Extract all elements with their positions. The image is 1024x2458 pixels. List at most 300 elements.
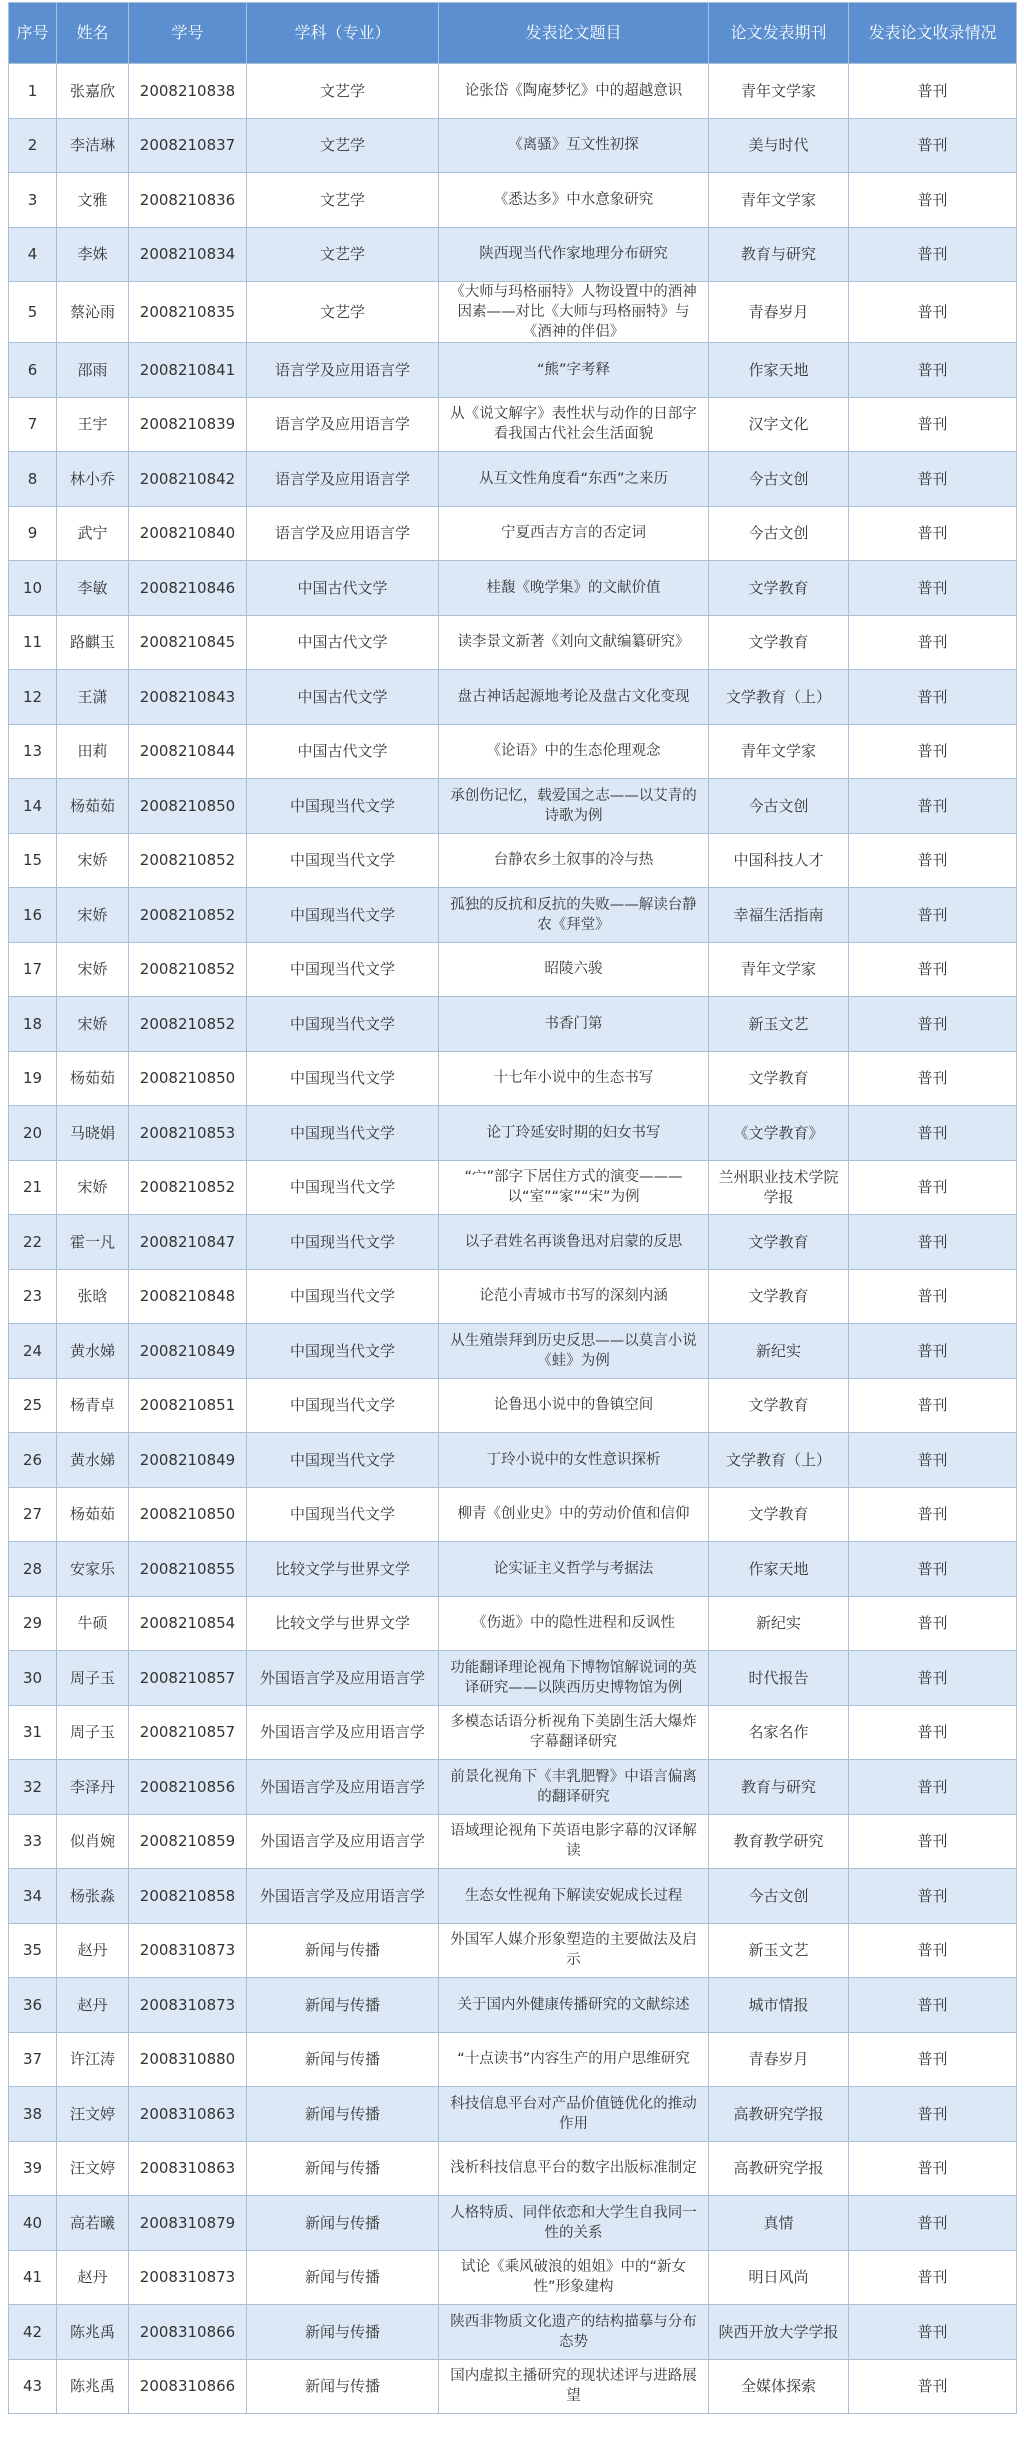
cell-student-id: 2008310863 xyxy=(129,2087,247,2142)
cell-major: 中国现当代文学 xyxy=(247,997,439,1052)
cell-name: 宋娇 xyxy=(57,833,129,888)
cell-major: 新闻与传播 xyxy=(247,2032,439,2087)
cell-index: 34 xyxy=(9,1869,57,1924)
cell-journal: 文学教育 xyxy=(709,1269,849,1324)
cell-student-id: 2008210849 xyxy=(129,1433,247,1488)
cell-major: 语言学及应用语言学 xyxy=(247,506,439,561)
cell-journal: 全媒体探索 xyxy=(709,2359,849,2414)
cell-index: 7 xyxy=(9,397,57,452)
cell-journal: 今古文创 xyxy=(709,779,849,834)
cell-paper-title: 从《说文解字》表性状与动作的日部字看我国古代社会生活面貌 xyxy=(439,397,709,452)
cell-name: 张嘉欣 xyxy=(57,64,129,119)
cell-paper-title: 国内虚拟主播研究的现状述评与进路展望 xyxy=(439,2359,709,2414)
cell-paper-title: 论鲁迅小说中的鲁镇空间 xyxy=(439,1378,709,1433)
cell-paper-title: 科技信息平台对产品价值链优化的推动作用 xyxy=(439,2087,709,2142)
cell-journal: 新纪实 xyxy=(709,1596,849,1651)
cell-student-id: 2008210839 xyxy=(129,397,247,452)
cell-major: 中国古代文学 xyxy=(247,615,439,670)
cell-paper-title: 孤独的反抗和反抗的失败——解读台静农《拜堂》 xyxy=(439,888,709,943)
cell-journal: 青年文学家 xyxy=(709,64,849,119)
cell-name: 李洁琳 xyxy=(57,118,129,173)
cell-indexing: 普刊 xyxy=(849,2305,1017,2360)
cell-indexing: 普刊 xyxy=(849,833,1017,888)
cell-journal: 文学教育 xyxy=(709,1378,849,1433)
cell-major: 中国古代文学 xyxy=(247,561,439,616)
cell-journal: 今古文创 xyxy=(709,1869,849,1924)
cell-name: 安家乐 xyxy=(57,1542,129,1597)
cell-major: 新闻与传播 xyxy=(247,2305,439,2360)
cell-paper-title: 陕西现当代作家地理分布研究 xyxy=(439,227,709,282)
cell-student-id: 2008210841 xyxy=(129,343,247,398)
cell-index: 10 xyxy=(9,561,57,616)
cell-name: 宋娇 xyxy=(57,1160,129,1215)
cell-student-id: 2008210855 xyxy=(129,1542,247,1597)
table-body xyxy=(9,64,1017,2414)
cell-index: 14 xyxy=(9,779,57,834)
cell-student-id: 2008310873 xyxy=(129,1978,247,2033)
cell-student-id: 2008210838 xyxy=(129,64,247,119)
cell-major: 中国现当代文学 xyxy=(247,1487,439,1542)
cell-name: 赵丹 xyxy=(57,1923,129,1978)
cell-major: 新闻与传播 xyxy=(247,2141,439,2196)
header-row xyxy=(9,3,1017,64)
cell-indexing: 普刊 xyxy=(849,1106,1017,1161)
table-row xyxy=(9,1596,1017,1651)
cell-indexing: 普刊 xyxy=(849,452,1017,507)
cell-indexing: 普刊 xyxy=(849,888,1017,943)
cell-index: 2 xyxy=(9,118,57,173)
table-row xyxy=(9,1651,1017,1706)
table-row xyxy=(9,282,1017,343)
cell-major: 中国现当代文学 xyxy=(247,1160,439,1215)
cell-student-id: 2008210850 xyxy=(129,1051,247,1106)
cell-indexing: 普刊 xyxy=(849,1814,1017,1869)
header-paper-title: 发表论文题目 xyxy=(439,3,709,64)
cell-paper-title: “十点读书”内容生产的用户思维研究 xyxy=(439,2032,709,2087)
table-row xyxy=(9,888,1017,943)
cell-indexing: 普刊 xyxy=(849,227,1017,282)
table-row xyxy=(9,227,1017,282)
header-name: 姓名 xyxy=(57,3,129,64)
table-row xyxy=(9,2087,1017,2142)
cell-name: 高若曦 xyxy=(57,2196,129,2251)
cell-major: 语言学及应用语言学 xyxy=(247,452,439,507)
cell-name: 霍一凡 xyxy=(57,1215,129,1270)
cell-index: 36 xyxy=(9,1978,57,2033)
cell-major: 外国语言学及应用语言学 xyxy=(247,1651,439,1706)
cell-paper-title: 台静农乡土叙事的冷与热 xyxy=(439,833,709,888)
cell-index: 20 xyxy=(9,1106,57,1161)
cell-paper-title: 十七年小说中的生态书写 xyxy=(439,1051,709,1106)
cell-index: 35 xyxy=(9,1923,57,1978)
cell-paper-title: 昭陵六骏 xyxy=(439,942,709,997)
cell-student-id: 2008210856 xyxy=(129,1760,247,1815)
cell-name: 马晓娟 xyxy=(57,1106,129,1161)
cell-journal: 高教研究学报 xyxy=(709,2141,849,2196)
cell-indexing: 普刊 xyxy=(849,1487,1017,1542)
cell-paper-title: 外国军人媒介形象塑造的主要做法及启示 xyxy=(439,1923,709,1978)
table-header xyxy=(9,3,1017,64)
cell-journal: 高教研究学报 xyxy=(709,2087,849,2142)
header-journal: 论文发表期刊 xyxy=(709,3,849,64)
cell-student-id: 2008210846 xyxy=(129,561,247,616)
cell-indexing: 普刊 xyxy=(849,506,1017,561)
cell-major: 新闻与传播 xyxy=(247,1978,439,2033)
cell-index: 8 xyxy=(9,452,57,507)
cell-paper-title: 论丁玲延安时期的妇女书写 xyxy=(439,1106,709,1161)
cell-index: 33 xyxy=(9,1814,57,1869)
cell-indexing: 普刊 xyxy=(849,615,1017,670)
cell-index: 29 xyxy=(9,1596,57,1651)
table-row xyxy=(9,779,1017,834)
cell-indexing: 普刊 xyxy=(849,1433,1017,1488)
cell-student-id: 2008310866 xyxy=(129,2305,247,2360)
cell-major: 中国现当代文学 xyxy=(247,1051,439,1106)
cell-student-id: 2008210835 xyxy=(129,282,247,343)
cell-journal: 明日风尚 xyxy=(709,2250,849,2305)
cell-student-id: 2008210858 xyxy=(129,1869,247,1924)
cell-major: 文艺学 xyxy=(247,282,439,343)
cell-journal: 作家天地 xyxy=(709,343,849,398)
cell-major: 文艺学 xyxy=(247,173,439,228)
table-row xyxy=(9,397,1017,452)
cell-index: 18 xyxy=(9,997,57,1052)
cell-indexing: 普刊 xyxy=(849,2250,1017,2305)
cell-paper-title: 盘古神话起源地考论及盘古文化变现 xyxy=(439,670,709,725)
cell-journal: 中国科技人才 xyxy=(709,833,849,888)
cell-student-id: 2008210834 xyxy=(129,227,247,282)
cell-major: 外国语言学及应用语言学 xyxy=(247,1814,439,1869)
cell-paper-title: 陕西非物质文化遗产的结构描摹与分布态势 xyxy=(439,2305,709,2360)
table-row xyxy=(9,506,1017,561)
cell-major: 新闻与传播 xyxy=(247,1923,439,1978)
table-row xyxy=(9,2250,1017,2305)
cell-name: 杨茹茹 xyxy=(57,1487,129,1542)
cell-major: 外国语言学及应用语言学 xyxy=(247,1760,439,1815)
cell-index: 42 xyxy=(9,2305,57,2360)
cell-journal: 教育教学研究 xyxy=(709,1814,849,1869)
cell-journal: 陕西开放大学学报 xyxy=(709,2305,849,2360)
cell-paper-title: 功能翻译理论视角下博物馆解说词的英译研究——以陕西历史博物馆为例 xyxy=(439,1651,709,1706)
cell-student-id: 2008310873 xyxy=(129,1923,247,1978)
cell-major: 中国现当代文学 xyxy=(247,833,439,888)
cell-paper-title: 读李景文新著《刘向文献编纂研究》 xyxy=(439,615,709,670)
cell-student-id: 2008210845 xyxy=(129,615,247,670)
cell-student-id: 2008210840 xyxy=(129,506,247,561)
cell-paper-title: 浅析科技信息平台的数字出版标准制定 xyxy=(439,2141,709,2196)
cell-indexing: 普刊 xyxy=(849,779,1017,834)
cell-name: 赵丹 xyxy=(57,1978,129,2033)
table-row xyxy=(9,2141,1017,2196)
cell-paper-title: 多模态话语分析视角下美剧生活大爆炸字幕翻译研究 xyxy=(439,1705,709,1760)
cell-paper-title: 人格特质、同伴依恋和大学生自我同一性的关系 xyxy=(439,2196,709,2251)
cell-journal: 青年文学家 xyxy=(709,724,849,779)
cell-paper-title: 丁玲小说中的女性意识探析 xyxy=(439,1433,709,1488)
cell-student-id: 2008210844 xyxy=(129,724,247,779)
table-row xyxy=(9,1487,1017,1542)
cell-journal: 《文学教育》 xyxy=(709,1106,849,1161)
table-row xyxy=(9,1705,1017,1760)
cell-paper-title: 《论语》中的生态伦理观念 xyxy=(439,724,709,779)
cell-student-id: 2008210852 xyxy=(129,942,247,997)
cell-name: 许江涛 xyxy=(57,2032,129,2087)
cell-major: 中国古代文学 xyxy=(247,724,439,779)
table-row xyxy=(9,1923,1017,1978)
table-row xyxy=(9,173,1017,228)
cell-paper-title: 承创伤记忆，载爱国之志——以艾青的诗歌为例 xyxy=(439,779,709,834)
cell-indexing: 普刊 xyxy=(849,1596,1017,1651)
cell-journal: 文学教育 xyxy=(709,561,849,616)
cell-major: 中国现当代文学 xyxy=(247,942,439,997)
cell-index: 40 xyxy=(9,2196,57,2251)
cell-paper-title: 《伤逝》中的隐性进程和反讽性 xyxy=(439,1596,709,1651)
cell-name: 蔡沁雨 xyxy=(57,282,129,343)
cell-journal: 时代报告 xyxy=(709,1651,849,1706)
cell-index: 24 xyxy=(9,1324,57,1379)
cell-major: 外国语言学及应用语言学 xyxy=(247,1705,439,1760)
cell-index: 25 xyxy=(9,1378,57,1433)
cell-indexing: 普刊 xyxy=(849,1923,1017,1978)
cell-name: 张晗 xyxy=(57,1269,129,1324)
cell-paper-title: 关于国内外健康传播研究的文献综述 xyxy=(439,1978,709,2033)
cell-indexing: 普刊 xyxy=(849,724,1017,779)
cell-indexing: 普刊 xyxy=(849,397,1017,452)
publication-table xyxy=(8,2,1017,2414)
cell-student-id: 2008310873 xyxy=(129,2250,247,2305)
cell-name: 田莉 xyxy=(57,724,129,779)
cell-major: 中国现当代文学 xyxy=(247,888,439,943)
cell-student-id: 2008210852 xyxy=(129,997,247,1052)
cell-index: 12 xyxy=(9,670,57,725)
cell-student-id: 2008210848 xyxy=(129,1269,247,1324)
table-row xyxy=(9,1869,1017,1924)
table-row xyxy=(9,1433,1017,1488)
cell-indexing: 普刊 xyxy=(849,1760,1017,1815)
cell-indexing: 普刊 xyxy=(849,1542,1017,1597)
cell-paper-title: 宁夏西吉方言的否定词 xyxy=(439,506,709,561)
cell-name: 李姝 xyxy=(57,227,129,282)
cell-indexing: 普刊 xyxy=(849,1215,1017,1270)
cell-major: 中国古代文学 xyxy=(247,670,439,725)
cell-journal: 真情 xyxy=(709,2196,849,2251)
table-row xyxy=(9,343,1017,398)
cell-name: 杨青卓 xyxy=(57,1378,129,1433)
cell-major: 文艺学 xyxy=(247,64,439,119)
cell-indexing: 普刊 xyxy=(849,173,1017,228)
cell-index: 31 xyxy=(9,1705,57,1760)
cell-paper-title: 《离骚》互文性初探 xyxy=(439,118,709,173)
cell-paper-title: 从生殖崇拜到历史反思——以莫言小说《蛙》为例 xyxy=(439,1324,709,1379)
cell-name: 汪文婷 xyxy=(57,2087,129,2142)
header-student-id: 学号 xyxy=(129,3,247,64)
cell-paper-title: 柳青《创业史》中的劳动价值和信仰 xyxy=(439,1487,709,1542)
header-indexing: 发表论文收录情况 xyxy=(849,3,1017,64)
cell-journal: 名家名作 xyxy=(709,1705,849,1760)
cell-paper-title: “宀”部字下居住方式的演变———以“室”“家”“宋”为例 xyxy=(439,1160,709,1215)
cell-major: 文艺学 xyxy=(247,118,439,173)
cell-journal: 汉字文化 xyxy=(709,397,849,452)
cell-journal: 文学教育（上） xyxy=(709,1433,849,1488)
cell-paper-title: 桂馥《晚学集》的文献价值 xyxy=(439,561,709,616)
cell-student-id: 2008310879 xyxy=(129,2196,247,2251)
cell-indexing: 普刊 xyxy=(849,1869,1017,1924)
cell-indexing: 普刊 xyxy=(849,1378,1017,1433)
table-row xyxy=(9,1978,1017,2033)
cell-student-id: 2008210842 xyxy=(129,452,247,507)
cell-major: 比较文学与世界文学 xyxy=(247,1542,439,1597)
cell-name: 王潇 xyxy=(57,670,129,725)
cell-name: 路麒玉 xyxy=(57,615,129,670)
cell-journal: 青年文学家 xyxy=(709,942,849,997)
cell-indexing: 普刊 xyxy=(849,1978,1017,2033)
cell-paper-title: 语域理论视角下英语电影字幕的汉译解读 xyxy=(439,1814,709,1869)
cell-indexing: 普刊 xyxy=(849,1051,1017,1106)
cell-journal: 青春岁月 xyxy=(709,282,849,343)
cell-index: 13 xyxy=(9,724,57,779)
cell-index: 5 xyxy=(9,282,57,343)
cell-index: 6 xyxy=(9,343,57,398)
cell-major: 外国语言学及应用语言学 xyxy=(247,1869,439,1924)
cell-name: 武宁 xyxy=(57,506,129,561)
cell-journal: 文学教育（上） xyxy=(709,670,849,725)
table-row xyxy=(9,833,1017,888)
cell-index: 43 xyxy=(9,2359,57,2414)
cell-name: 李泽丹 xyxy=(57,1760,129,1815)
cell-journal: 幸福生活指南 xyxy=(709,888,849,943)
cell-index: 16 xyxy=(9,888,57,943)
cell-major: 新闻与传播 xyxy=(247,2250,439,2305)
cell-index: 21 xyxy=(9,1160,57,1215)
cell-indexing: 普刊 xyxy=(849,2032,1017,2087)
cell-indexing: 普刊 xyxy=(849,2087,1017,2142)
table-row xyxy=(9,942,1017,997)
cell-indexing: 普刊 xyxy=(849,942,1017,997)
cell-major: 中国现当代文学 xyxy=(247,1269,439,1324)
table-row xyxy=(9,2196,1017,2251)
cell-indexing: 普刊 xyxy=(849,2359,1017,2414)
cell-name: 文雅 xyxy=(57,173,129,228)
cell-indexing: 普刊 xyxy=(849,2141,1017,2196)
cell-major: 中国现当代文学 xyxy=(247,1378,439,1433)
cell-journal: 作家天地 xyxy=(709,1542,849,1597)
cell-indexing: 普刊 xyxy=(849,118,1017,173)
cell-index: 27 xyxy=(9,1487,57,1542)
table-row xyxy=(9,1215,1017,1270)
cell-indexing: 普刊 xyxy=(849,670,1017,725)
table-row xyxy=(9,561,1017,616)
cell-index: 26 xyxy=(9,1433,57,1488)
cell-student-id: 2008310880 xyxy=(129,2032,247,2087)
cell-journal: 兰州职业技术学院学报 xyxy=(709,1160,849,1215)
cell-student-id: 2008210853 xyxy=(129,1106,247,1161)
cell-name: 杨张淼 xyxy=(57,1869,129,1924)
cell-indexing: 普刊 xyxy=(849,2196,1017,2251)
cell-major: 新闻与传播 xyxy=(247,2087,439,2142)
cell-student-id: 2008210847 xyxy=(129,1215,247,1270)
cell-index: 23 xyxy=(9,1269,57,1324)
cell-paper-title: 以子君姓名再谈鲁迅对启蒙的反思 xyxy=(439,1215,709,1270)
cell-indexing: 普刊 xyxy=(849,282,1017,343)
cell-student-id: 2008210857 xyxy=(129,1651,247,1706)
cell-student-id: 2008210852 xyxy=(129,833,247,888)
cell-index: 9 xyxy=(9,506,57,561)
table-row xyxy=(9,997,1017,1052)
cell-paper-title: 试论《乘风破浪的姐姐》中的“新女性”形象建构 xyxy=(439,2250,709,2305)
cell-journal: 新玉文艺 xyxy=(709,997,849,1052)
cell-indexing: 普刊 xyxy=(849,1651,1017,1706)
cell-journal: 新玉文艺 xyxy=(709,1923,849,1978)
cell-name: 似肖婉 xyxy=(57,1814,129,1869)
cell-paper-title: “熊”字考释 xyxy=(439,343,709,398)
cell-index: 11 xyxy=(9,615,57,670)
cell-name: 赵丹 xyxy=(57,2250,129,2305)
cell-paper-title: 《大师与玛格丽特》人物设置中的酒神因素——对比《大师与玛格丽特》与《酒神的伴侣》 xyxy=(439,282,709,343)
table-row xyxy=(9,1051,1017,1106)
table-row xyxy=(9,64,1017,119)
cell-student-id: 2008210852 xyxy=(129,1160,247,1215)
table-row xyxy=(9,2359,1017,2414)
cell-name: 林小乔 xyxy=(57,452,129,507)
cell-index: 28 xyxy=(9,1542,57,1597)
cell-index: 1 xyxy=(9,64,57,119)
cell-index: 37 xyxy=(9,2032,57,2087)
cell-index: 4 xyxy=(9,227,57,282)
cell-index: 30 xyxy=(9,1651,57,1706)
cell-name: 宋娇 xyxy=(57,942,129,997)
cell-paper-title: 前景化视角下《丰乳肥臀》中语言偏离的翻译研究 xyxy=(439,1760,709,1815)
cell-index: 41 xyxy=(9,2250,57,2305)
cell-journal: 新纪实 xyxy=(709,1324,849,1379)
cell-student-id: 2008210837 xyxy=(129,118,247,173)
cell-indexing: 普刊 xyxy=(849,1324,1017,1379)
cell-student-id: 2008210854 xyxy=(129,1596,247,1651)
cell-student-id: 2008210836 xyxy=(129,173,247,228)
cell-student-id: 2008210851 xyxy=(129,1378,247,1433)
table-row xyxy=(9,724,1017,779)
cell-major: 新闻与传播 xyxy=(247,2196,439,2251)
cell-index: 19 xyxy=(9,1051,57,1106)
header-index: 序号 xyxy=(9,3,57,64)
cell-name: 宋娇 xyxy=(57,997,129,1052)
cell-index: 38 xyxy=(9,2087,57,2142)
cell-student-id: 2008210849 xyxy=(129,1324,247,1379)
cell-journal: 美与时代 xyxy=(709,118,849,173)
cell-name: 汪文婷 xyxy=(57,2141,129,2196)
cell-name: 宋娇 xyxy=(57,888,129,943)
cell-name: 杨茹茹 xyxy=(57,1051,129,1106)
cell-name: 陈兆禹 xyxy=(57,2305,129,2360)
cell-student-id: 2008210859 xyxy=(129,1814,247,1869)
cell-student-id: 2008210857 xyxy=(129,1705,247,1760)
table-row xyxy=(9,2032,1017,2087)
cell-major: 中国现当代文学 xyxy=(247,1324,439,1379)
cell-journal: 教育与研究 xyxy=(709,1760,849,1815)
cell-name: 黄水娣 xyxy=(57,1433,129,1488)
cell-name: 杨茹茹 xyxy=(57,779,129,834)
cell-journal: 青春岁月 xyxy=(709,2032,849,2087)
cell-student-id: 2008210843 xyxy=(129,670,247,725)
cell-journal: 今古文创 xyxy=(709,452,849,507)
cell-journal: 文学教育 xyxy=(709,1215,849,1270)
table-row xyxy=(9,670,1017,725)
cell-student-id: 2008310863 xyxy=(129,2141,247,2196)
cell-name: 邵雨 xyxy=(57,343,129,398)
cell-paper-title: 论实证主义哲学与考据法 xyxy=(439,1542,709,1597)
cell-indexing: 普刊 xyxy=(849,1269,1017,1324)
cell-index: 17 xyxy=(9,942,57,997)
cell-journal: 青年文学家 xyxy=(709,173,849,228)
cell-major: 中国现当代文学 xyxy=(247,1106,439,1161)
